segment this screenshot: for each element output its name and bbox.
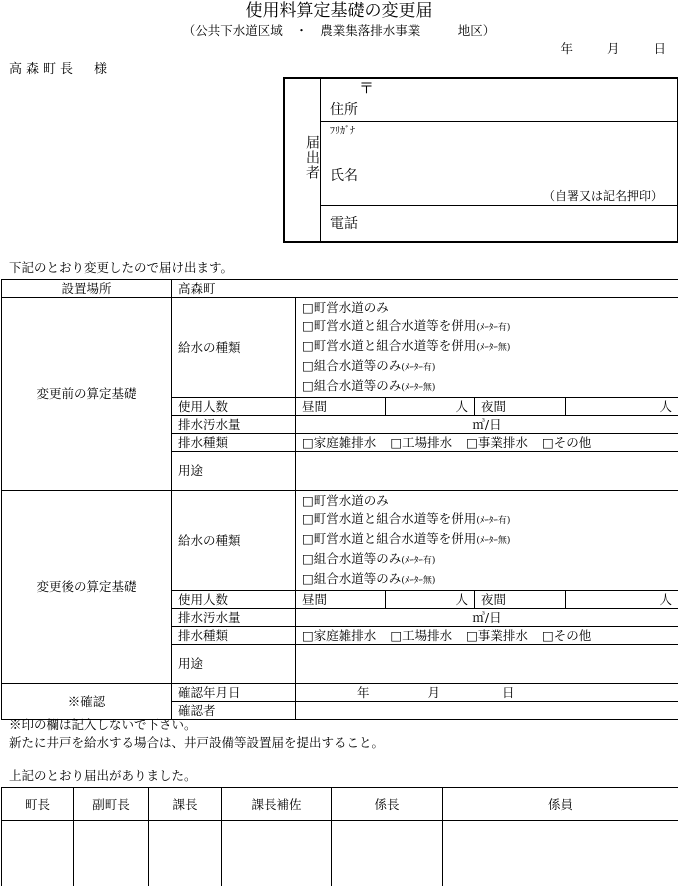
confirm-month: 月 — [427, 684, 441, 700]
table-row — [2, 280, 678, 298]
address-label: 住所 — [330, 102, 358, 118]
usage-label: 用途 — [172, 452, 296, 491]
note-line: 新たに井戸を給水する場合は、井戸設備等設置届を提出すること。 — [9, 735, 385, 750]
drainage-volume-label: 排水汚水量 — [172, 609, 296, 627]
drainage-option: □その他 — [541, 627, 592, 643]
drainage-option: □事業排水 — [466, 434, 528, 450]
drainage-type-options — [296, 627, 678, 645]
drainage-option: □工場排水 — [390, 627, 453, 643]
water-option: □町営水道と組合水道等を併用(ﾒｰﾀｰ無) — [302, 531, 511, 546]
water-option: □組合水道等のみ(ﾒｰﾀｰ無) — [302, 571, 436, 586]
name-label: 氏名 — [330, 168, 358, 184]
received-text: 上記のとおり届出がありました。 — [9, 768, 197, 783]
night-label: 夜間 — [475, 591, 566, 609]
basis-table — [1, 279, 678, 720]
date-day: 日 — [653, 41, 666, 56]
location-label: 設置場所 — [2, 280, 172, 298]
page-subtitle: （公共下水道区域 ・ 農業集落排水事業 地区） — [182, 23, 496, 38]
divider — [321, 205, 677, 206]
drainage-option: □家庭雑排水 — [302, 434, 377, 450]
water-type-options — [296, 298, 678, 398]
confirm-date-label: 確認年月日 — [172, 684, 296, 702]
stamp-cell — [443, 821, 678, 886]
sender-label: 届出者 — [304, 135, 320, 180]
night-unit: 人 — [566, 398, 678, 416]
drainage-type-label: 排水種類 — [172, 434, 296, 452]
table-row — [2, 298, 678, 398]
stamp-cell — [74, 821, 149, 886]
water-type-label: 給水の種類 — [172, 491, 296, 591]
confirmer-label: 確認者 — [172, 702, 296, 720]
drainage-option: □その他 — [541, 434, 592, 450]
day-label: 昼間 — [296, 398, 386, 416]
drainage-type-options — [296, 434, 678, 452]
water-option: □組合水道等のみ(ﾒｰﾀｰ無) — [302, 378, 436, 393]
day-unit: 人 — [386, 398, 475, 416]
usage-label: 用途 — [172, 645, 296, 684]
phone-label: 電話 — [330, 216, 358, 232]
stamp-cell — [332, 821, 443, 886]
night-unit: 人 — [566, 591, 678, 609]
approval-table — [1, 787, 678, 886]
usage-value — [296, 452, 678, 491]
intro-text: 下記のとおり変更したので届け出ます。 — [9, 260, 234, 275]
water-option: □組合水道等のみ(ﾒｰﾀｰ有) — [302, 551, 436, 566]
divider — [321, 121, 677, 122]
approval-header: 副町長 — [74, 788, 149, 821]
postal-mark: 〒 — [359, 79, 375, 97]
usage-value — [296, 645, 678, 684]
water-type-label: 給水の種類 — [172, 298, 296, 398]
sender-column — [285, 79, 321, 241]
after-basis-label: 変更後の算定基礎 — [2, 491, 172, 684]
table-row — [2, 821, 678, 886]
water-option: □町営水道と組合水道等を併用(ﾒｰﾀｰ有) — [302, 511, 511, 526]
water-option: □組合水道等のみ(ﾒｰﾀｰ有) — [302, 358, 436, 373]
stamp-cell — [2, 821, 74, 886]
drainage-option: □家庭雑排水 — [302, 627, 377, 643]
table-row — [2, 491, 678, 591]
date-month: 月 — [606, 41, 620, 56]
note-line: ※印の欄は記入しないで下さい。 — [9, 717, 197, 732]
approval-header: 課長補佐 — [222, 788, 332, 821]
table-row — [2, 788, 678, 821]
confirm-day: 日 — [502, 684, 515, 700]
water-option: □町営水道と組合水道等を併用(ﾒｰﾀｰ無) — [302, 338, 511, 353]
confirm-year: 年 — [357, 684, 370, 700]
submission-date — [542, 43, 666, 56]
drainage-option: □工場排水 — [390, 434, 453, 450]
stamp-cell — [222, 821, 332, 886]
approval-header: 課長 — [149, 788, 222, 821]
day-unit: 人 — [386, 591, 475, 609]
furigana-label: ﾌﾘｶﾞﾅ — [330, 126, 355, 137]
approval-header: 係長 — [332, 788, 443, 821]
confirm-date-value — [296, 684, 678, 702]
date-year: 年 — [560, 41, 573, 56]
confirm-label: ※確認 — [2, 684, 172, 720]
location-value: 高森町 — [172, 280, 678, 298]
drainage-volume-unit: ㎥/日 — [296, 609, 678, 627]
drainage-type-label: 排水種類 — [172, 627, 296, 645]
water-type-options — [296, 491, 678, 591]
approval-header: 町長 — [2, 788, 74, 821]
drainage-volume-unit: ㎥/日 — [296, 416, 678, 434]
users-label: 使用人数 — [172, 398, 296, 416]
approval-header: 係員 — [443, 788, 678, 821]
table-row — [2, 684, 678, 702]
before-basis-label: 変更前の算定基礎 — [2, 298, 172, 491]
drainage-volume-label: 排水汚水量 — [172, 416, 296, 434]
night-label: 夜間 — [475, 398, 566, 416]
stamp-cell — [149, 821, 222, 886]
signature-note: （自署又は記名押印） — [542, 189, 663, 203]
day-label: 昼間 — [296, 591, 386, 609]
confirmer-value — [296, 702, 678, 720]
drainage-option: □事業排水 — [466, 627, 528, 643]
water-option: □町営水道のみ — [302, 493, 389, 508]
page-title: 使用料算定基礎の変更届 — [245, 1, 433, 21]
addressee: 高森町長 様 — [9, 62, 112, 77]
users-label: 使用人数 — [172, 591, 296, 609]
sender-box — [283, 77, 678, 243]
water-option: □町営水道のみ — [302, 300, 389, 315]
water-option: □町営水道と組合水道等を併用(ﾒｰﾀｰ有) — [302, 318, 511, 333]
